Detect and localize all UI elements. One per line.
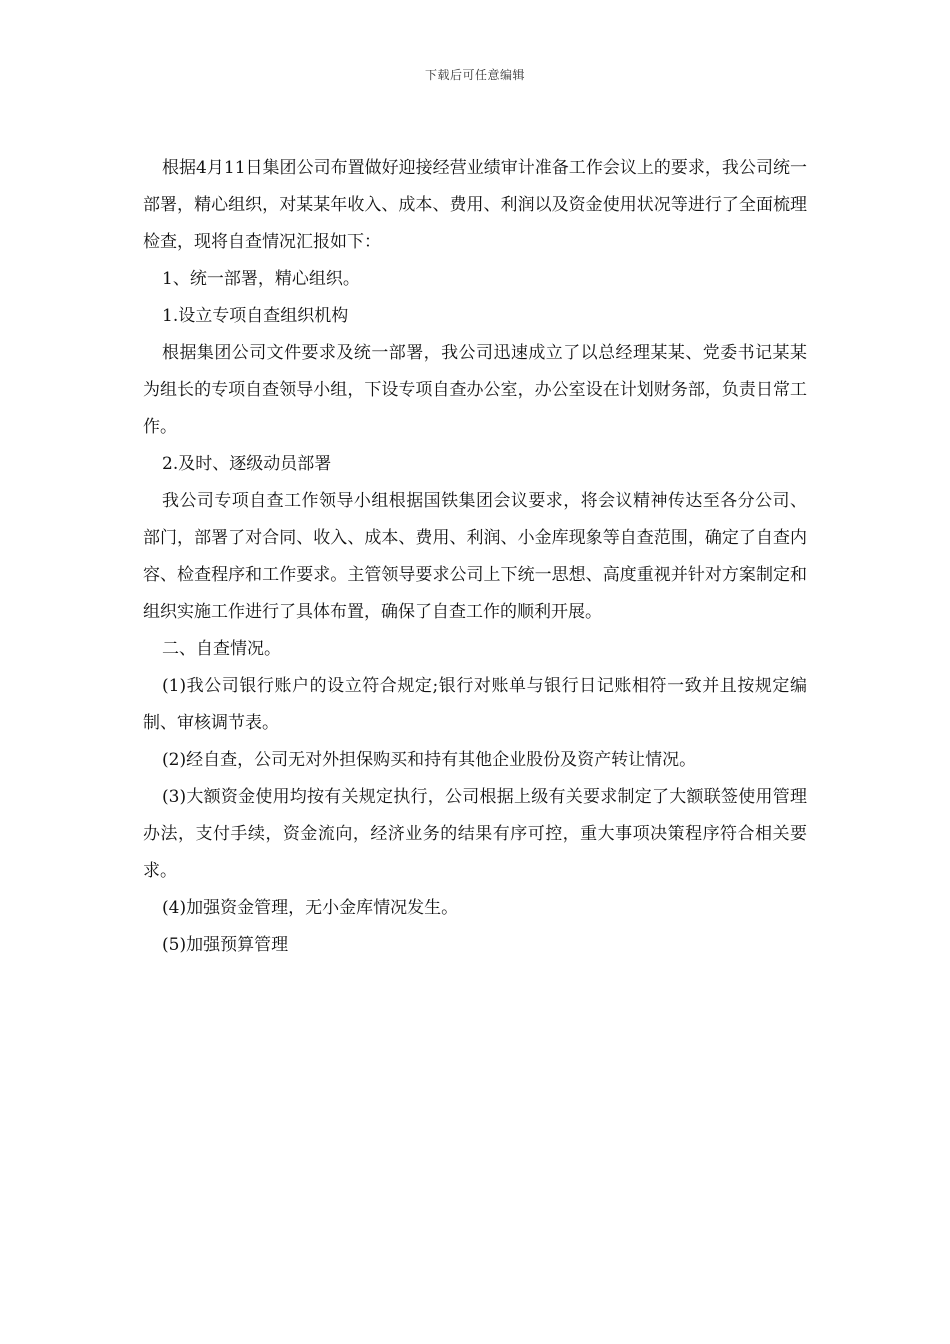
list-item-5: (5)加强预算管理	[162, 935, 289, 955]
subsection-heading-1-2: 2.及时、逐级动员部署	[162, 454, 332, 474]
list-item-2: (2)经自查，公司无对外担保购买和持有其他企业股份及资产转让情况。	[162, 750, 697, 770]
paragraph-organization: 根据集团公司文件要求及统一部署，我公司迅速成立了以总经理某某、党委书记某某为组长的专项自查领导小组，下设专项自查办公室，办公室设在计划财务部，负责日常工作。	[143, 343, 807, 437]
section-heading-2: 二、自查情况。	[162, 639, 281, 659]
document-body	[143, 150, 807, 964]
paragraph-mobilization: 我公司专项自查工作领导小组根据国铁集团会议要求，将会议精神传达至各分公司、部门，部署了对合同、收入、成本、费用、利润、小金库现象等自查范围，确定了自查内容、检查程序和工作要求。主管领导要求公司上下统一思想、高度重视并针对方案制定和组织实施工作进行了具体布置，确保了自查工作的顺利开展。	[143, 491, 807, 622]
section-heading-1: 1、统一部署，精心组织。	[162, 269, 360, 289]
header-note: 下载后可任意编辑	[424, 68, 525, 82]
subsection-heading-1-1: 1.设立专项自查组织机构	[162, 306, 349, 326]
list-item-4: (4)加强资金管理，无小金库情况发生。	[162, 898, 459, 918]
list-item-1: (1)我公司银行账户的设立符合规定;银行对账单与银行日记账相符一致并且按规定编制、审核调节表。	[143, 676, 807, 733]
list-item-3: (3)大额资金使用均按有关规定执行，公司根据上级有关要求制定了大额联签使用管理办法，支付手续，资金流向，经济业务的结果有序可控，重大事项决策程序符合相关要求。	[143, 787, 807, 881]
intro-paragraph: 根据4月11日集团公司布置做好迎接经营业绩审计准备工作会议上的要求，我公司统一部署，精心组织，对某某年收入、成本、费用、利润以及资金使用状况等进行了全面梳理检查，现将自查情况汇报如下：	[143, 158, 807, 252]
